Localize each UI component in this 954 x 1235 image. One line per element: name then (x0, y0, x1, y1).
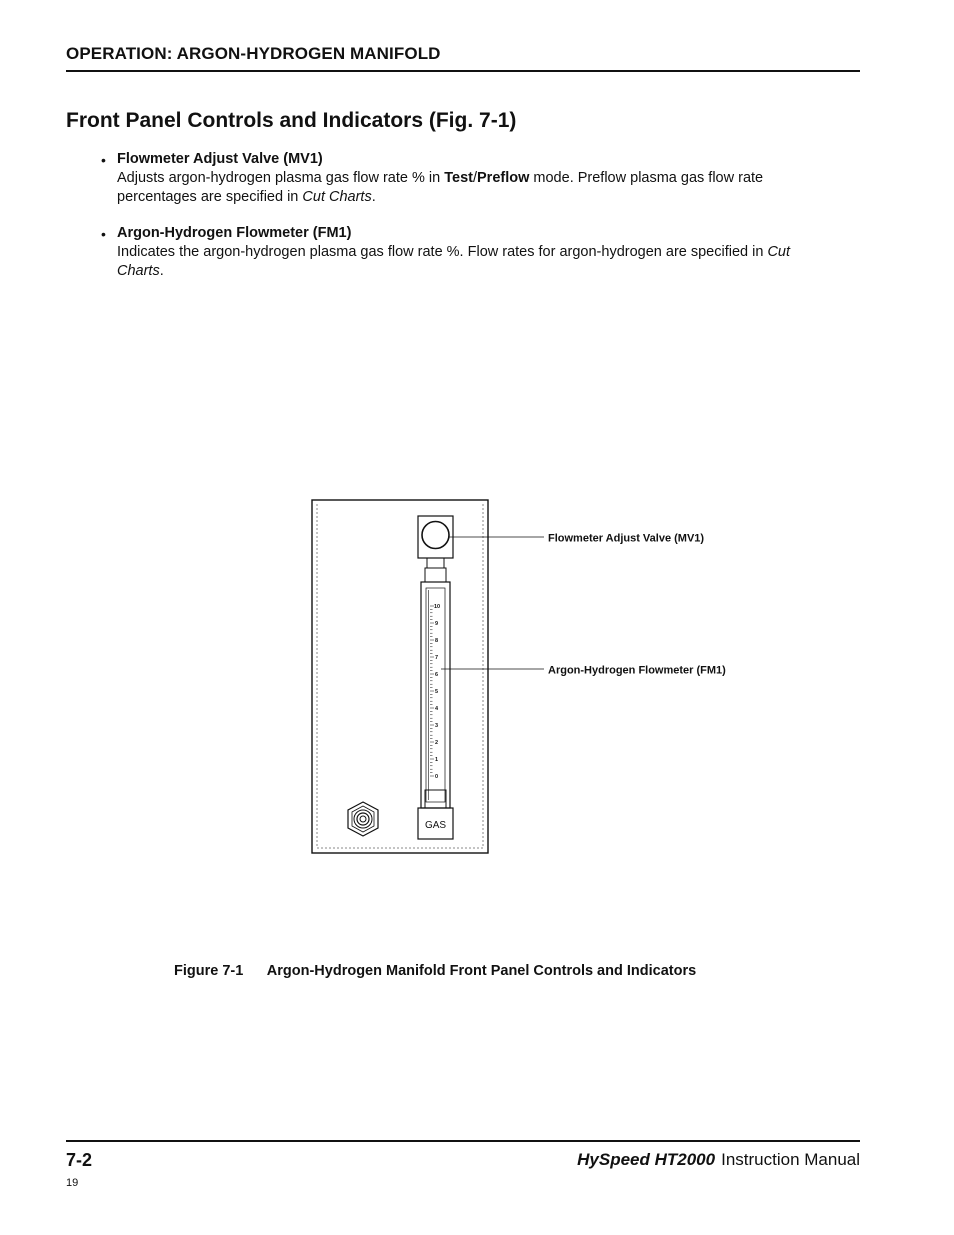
cut-charts-reference: Cut Charts (117, 244, 791, 279)
preflow-mode-term: Preflow (477, 170, 530, 186)
list-item-flowmeter (100, 224, 840, 280)
bullet-dot-icon: • (101, 226, 106, 242)
bullet-title: Flowmeter Adjust Valve (MV1) (117, 151, 323, 167)
panel-outline (312, 500, 488, 853)
list-item-valve (100, 150, 840, 206)
figure-caption (174, 963, 696, 979)
scale-label-2: 2 (435, 740, 439, 746)
desc-text: . (159, 262, 164, 279)
scale-label-7: 7 (435, 655, 439, 661)
section-header: OPERATION: ARGON-HYDROGEN MANIFOLD (66, 44, 441, 63)
valve-callout-label: Flowmeter Adjust Valve (MV1) (548, 532, 705, 545)
test-mode-term: Test (444, 170, 473, 186)
manifold-panel-figure (300, 490, 780, 870)
valve-stem (427, 558, 444, 568)
desc-text: mode. Preflow plasma gas flow rate percentages are specified in (117, 170, 764, 205)
slash-text: / (472, 170, 478, 186)
scale-label-10: 10 (434, 604, 441, 610)
scale-label-8: 8 (435, 638, 439, 644)
desc-text: Indicates the argon-hydrogen plasma gas flow rate %. Flow rates for argon-hydrogen are specified in (117, 244, 768, 260)
bullet-description (117, 243, 840, 280)
scale-label-4: 4 (435, 706, 439, 712)
product-name: HySpeed HT2000 (577, 1150, 716, 1169)
valve-knob-icon (422, 522, 449, 549)
figure-number: Figure 7-1 (174, 963, 244, 979)
scale-label-6: 6 (435, 672, 439, 678)
scale-label-1: 1 (435, 757, 439, 763)
tube-fitting-top (425, 568, 446, 582)
scale-labels (434, 604, 440, 780)
desc-text: . (371, 188, 376, 205)
gas-label: GAS (424, 820, 447, 831)
flowmeter-scale (430, 606, 434, 776)
hex-nut-icon (348, 802, 378, 836)
bullet-dot-icon: • (101, 152, 106, 168)
scale-label-3: 3 (435, 723, 439, 729)
sheet-number: 19 (66, 1177, 79, 1189)
page-title: Front Panel Controls and Indicators (Fig. 7-1) (66, 109, 517, 132)
cut-charts-reference: Cut Charts (302, 188, 372, 205)
header-rule (66, 70, 860, 72)
flowmeter-callout-label: Argon-Hydrogen Flowmeter (FM1) (548, 664, 726, 677)
tube-fitting-bottom (425, 790, 446, 808)
page-number: 7-2 (66, 1150, 93, 1170)
bullet-title: Argon-Hydrogen Flowmeter (FM1) (117, 225, 352, 241)
scale-label-0: 0 (435, 774, 439, 780)
manual-label: Instruction Manual (721, 1150, 860, 1169)
desc-text: Adjusts argon-hydrogen plasma gas flow rate % in (117, 170, 445, 186)
figure-caption-text: Argon-Hydrogen Manifold Front Panel Controls and Indicators (266, 963, 697, 979)
footer-manual-title (577, 1150, 860, 1170)
scale-label-5: 5 (435, 689, 439, 695)
scale-label-9: 9 (435, 621, 439, 627)
footer-rule (66, 1140, 860, 1142)
bullet-description (117, 169, 840, 206)
bullet-list (100, 150, 840, 298)
